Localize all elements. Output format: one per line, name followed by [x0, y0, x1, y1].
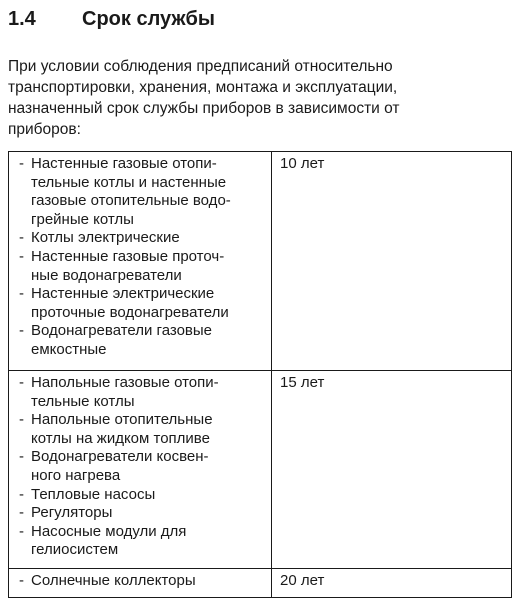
- list-item-line: - Регуляторы: [31, 504, 113, 522]
- service-life-cell: 20 лет: [272, 569, 512, 598]
- list-item-line: - Водонагреватели газовые: [31, 322, 213, 340]
- intro-line: приборов:: [8, 121, 81, 138]
- list-item: [17, 572, 265, 591]
- service-life-table: [8, 151, 512, 598]
- list-item: [17, 523, 265, 560]
- list-item: [17, 248, 265, 285]
- device-list: [17, 374, 265, 560]
- list-item-line: - Котлы электрические: [31, 229, 180, 247]
- list-item: [17, 155, 265, 229]
- intro-line: назначенный срок службы приборов в зависимости от: [8, 100, 400, 117]
- list-item: [17, 322, 265, 359]
- list-item-line: ного нагрева: [31, 466, 121, 484]
- intro-paragraph: [8, 56, 513, 140]
- list-item-line: - Насосные модули для: [31, 522, 187, 540]
- device-list: [17, 155, 265, 360]
- service-life-cell: 10 лет: [272, 152, 512, 371]
- list-item: [17, 486, 265, 505]
- list-item-line: - Водонагреватели косвен-: [31, 448, 209, 466]
- list-item: [17, 448, 265, 485]
- section-number: 1.4: [8, 8, 36, 30]
- list-item-line: емкостные: [31, 340, 107, 358]
- intro-line: При условии соблюдения предписаний относительно: [8, 58, 393, 75]
- list-item-line: - Настенные электрические: [31, 285, 215, 303]
- list-item-line: - Настенные газовые проточ-: [31, 247, 225, 265]
- list-item-line: - Напольные газовые отопи-: [31, 374, 219, 391]
- list-item-line: ные водонагреватели: [31, 266, 182, 284]
- intro-line: транспортировки, хранения, монтажа и эксплуатации,: [8, 79, 398, 96]
- list-item-line: тельные котлы: [31, 392, 135, 410]
- list-item: [17, 229, 265, 248]
- service-life-cell: 15 лет: [272, 371, 512, 569]
- list-item-line: тельные котлы и настенные: [31, 173, 227, 191]
- list-item-line: гелиосистем: [31, 541, 119, 559]
- section-heading: [8, 6, 215, 32]
- list-item: [17, 285, 265, 322]
- device-list: [17, 572, 265, 591]
- list-item: [17, 374, 265, 411]
- section-title: Срок службы: [82, 8, 215, 30]
- device-cell: [9, 152, 272, 371]
- table-row: [9, 371, 512, 569]
- device-cell: [9, 569, 272, 598]
- list-item-line: - Настенные газовые отопи-: [31, 155, 217, 172]
- table-row: [9, 569, 512, 598]
- list-item: [17, 411, 265, 448]
- list-item-line: - Напольные отопительные: [31, 411, 213, 429]
- device-cell: [9, 371, 272, 569]
- list-item: [17, 504, 265, 523]
- list-item-line: грейные котлы: [31, 210, 134, 228]
- list-item-line: газовые отопительные водо-: [31, 192, 231, 210]
- list-item-line: котлы на жидком топливе: [31, 429, 210, 447]
- table-row: [9, 152, 512, 371]
- list-item-line: - Солнечные коллекторы: [31, 572, 196, 589]
- list-item-line: - Тепловые насосы: [31, 485, 156, 503]
- list-item-line: проточные водонагреватели: [31, 303, 229, 321]
